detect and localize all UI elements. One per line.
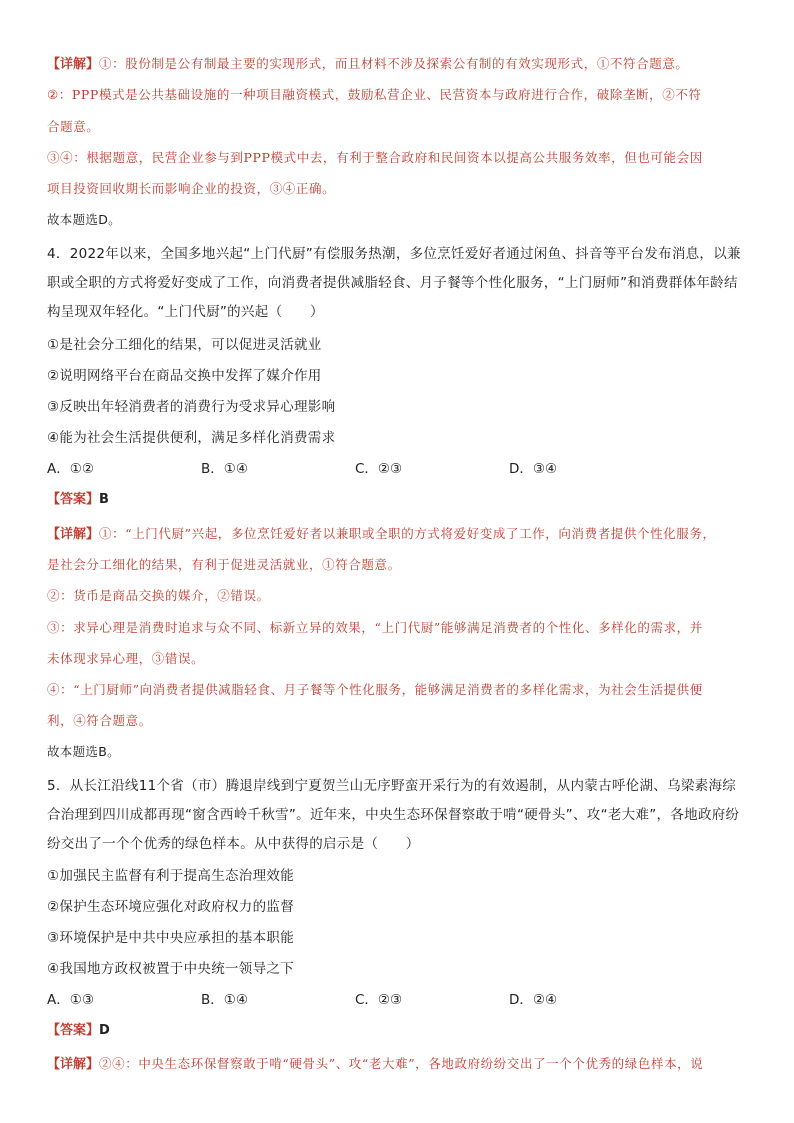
explanation-tag: 【详解】 — [47, 57, 100, 72]
explanation-tag: 【详解】 — [47, 527, 100, 542]
answer-value: B — [99, 492, 109, 507]
q4-choice-d: D．③④ — [509, 461, 558, 477]
q5-choice-a: A．①③ — [47, 992, 94, 1008]
q4-explanation-line-3: ②：货币是商品交换的媒介，②错误。 — [47, 588, 270, 603]
answer-tag: 【答案】 — [47, 1023, 100, 1038]
q4-stem-line-3: 构呈现双年轻化。“上门代厨”的兴起（ ） — [47, 304, 324, 320]
q4-explanation-line-1: 【详解】①：“上门代厨”兴起，多位烹饪爱好者以兼职或全职的方式将爱好变成了工作，向消费者提供个性化服务， — [47, 526, 716, 542]
q5-choice-c: C．②③ — [355, 992, 403, 1008]
q4-explanation-line-7: 利，④符合题意。 — [47, 713, 152, 728]
q3-explanation-line-4: ③④：根据题意，民营企业参与到PPP模式中去，有利于整合政府和民间资本以提高公共服务效率，但也可能会因 — [47, 150, 703, 165]
answer-value: D — [99, 1023, 110, 1038]
q4-explanation-line-4: ③：求异心理是消费时追求与众不同、标新立异的效果，“上门代厨”能够满足消费者的个性化、多样化的需求，并 — [47, 620, 703, 635]
q5-stem-line-3: 纷交出了一个个优秀的绿色样本。从中获得的启示是（ ） — [47, 836, 420, 852]
q4-option-1: ①是社会分工细化的结果，可以促进灵活就业 — [47, 337, 322, 353]
q4-choice-c: C．②③ — [355, 461, 403, 477]
q4-explanation-line-2: 是社会分工细化的结果，有利于促进灵活就业，①符合题意。 — [47, 557, 401, 572]
q4-stem-line-2: 职或全职的方式将爱好变成了工作，向消费者提供减脂轻食、月子餐等个性化服务，“上门厨师”和消费群体年龄结 — [47, 275, 738, 291]
q5-option-1: ①加强民主监督有利于提高生态治理效能 — [47, 868, 295, 884]
q4-choice-b: B．①④ — [201, 461, 248, 477]
q4-option-4: ④能为社会生活提供便利，满足多样化消费需求 — [47, 430, 336, 446]
q4-option-2: ②说明网络平台在商品交换中发挥了媒介作用 — [47, 368, 322, 384]
explanation-tag: 【详解】 — [47, 1057, 100, 1072]
q5-answer — [47, 1022, 747, 1040]
q3-explanation-line-1: 【详解】①：股份制是公有制最主要的实现形式，而且材料不涉及探索公有制的有效实现形式，①不符合题意。 — [47, 56, 689, 72]
q5-option-3: ③环境保护是中共中央应承担的基本职能 — [47, 930, 295, 946]
q5-explanation-line-1: 【详解】②④：中央生态环保督察敢于啃“硬骨头”、攻“老大难”，各地政府纷纷交出了一个个优秀的绿色样本，说 — [47, 1056, 704, 1072]
q5-option-2: ②保护生态环境应强化对政府权力的监督 — [47, 899, 295, 915]
q5-choice-b: B．①④ — [201, 992, 248, 1008]
q3-explanation-line-5: 项目投资回收期长而影响企业的投资，③④正确。 — [47, 181, 336, 196]
answer-tag: 【答案】 — [47, 492, 100, 507]
q5-stem-line-1: 5．从长江沿线11个省（市）腾退岸线到宁夏贺兰山无序野蛮开采行为的有效遏制，从内蒙古呼伦湖、乌梁素海综 — [47, 778, 737, 794]
q4-conclusion: 故本题选B。 — [47, 744, 120, 759]
q4-explanation-line-6: ④：“上门厨师”向消费者提供减脂轻食、月子餐等个性化服务，能够满足消费者的多样化需求，为社会生活提供便 — [47, 682, 703, 697]
q5-choice-d: D．②④ — [509, 992, 558, 1008]
q4-explanation-line-5: 未体现求异心理，③错误。 — [47, 651, 205, 666]
q5-stem-line-2: 合治理到四川成都再现“窗含西岭千秋雪”。近年来，中央生态环保督察敢于啃“硬骨头”、攻“老大难”，各地政府纷 — [47, 807, 740, 823]
q4-choice-a: A．①② — [47, 461, 94, 477]
q3-conclusion: 故本题选D。 — [47, 212, 121, 227]
q3-explanation-line-3: 合题意。 — [47, 119, 100, 134]
q4-answer — [47, 491, 747, 509]
q3-explanation-line-2: ②：PPP模式是公共基础设施的一种项目融资模式，鼓励私营企业、民营资本与政府进行合作，破除垄断，②不符 — [47, 87, 702, 102]
q4-stem-line-1: 4．2022年以来，全国多地兴起“上门代厨”有偿服务热潮，多位烹饪爱好者通过闲鱼、抖音等平台发布消息，以兼 — [47, 246, 741, 262]
q5-option-4: ④我国地方政权被置于中央统一领导之下 — [47, 961, 295, 977]
q4-option-3: ③反映出年轻消费者的消费行为受求异心理影响 — [47, 399, 336, 415]
